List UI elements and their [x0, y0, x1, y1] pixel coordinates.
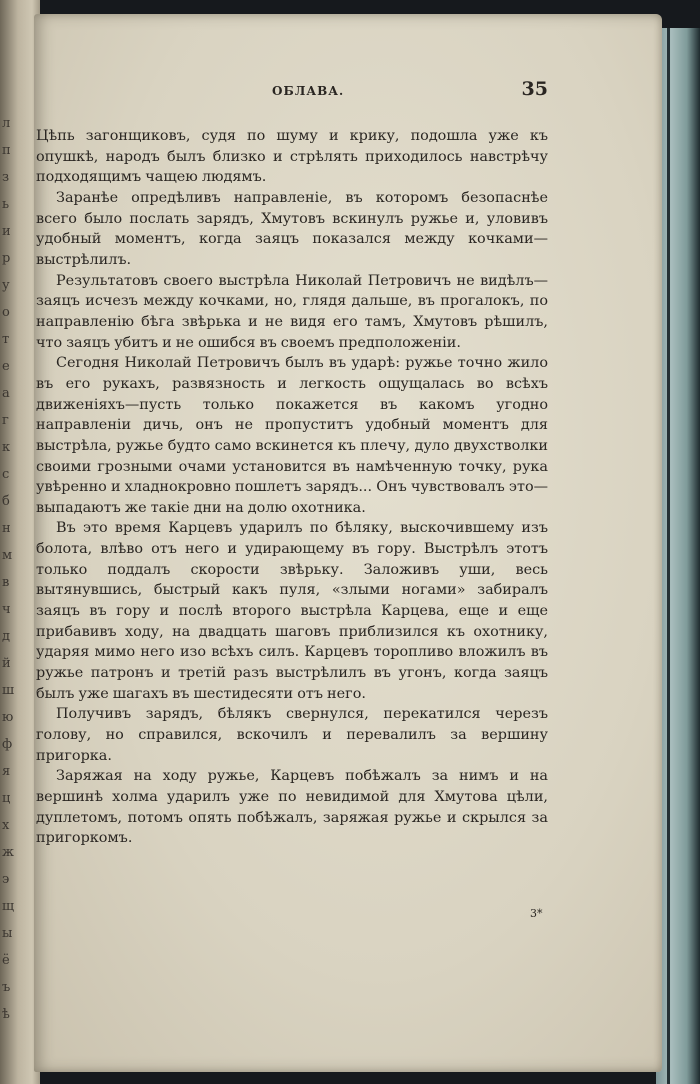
paragraph: Заряжая на ходу ружье, Карцевъ побѣжалъ за нимъ и на вершинѣ холма ударилъ уже по невидимой для Хмутова цѣли, дуплетомъ, потомъ опять побѣжалъ, заряжая ружье и скрылся за пригоркомъ. — [36, 768, 548, 847]
paragraph: Въ это время Карцевъ ударилъ по бѣляку, выскочившему изъ болота, влѣво отъ него и удирающему въ гору. Выстрѣлъ этотъ только поддалъ скорости звѣрьку. Заложивъ уши, весь вытянувшись, быстрый какъ пуля, «злыми ногами» забиралъ заяцъ въ гору и послѣ второго выстрѣла Карцева, еще и еще прибавивъ ходу, на двадцать шаговъ приблизился къ охотнику, ударяя мимо него изо всѣхъ силъ. Карцевъ торопливо вложилъ въ ружье патронъ и третій разъ выстрѣлилъ въ угонъ, когда заяцъ былъ уже шагахъ въ шестидесяти отъ него. — [36, 520, 548, 702]
paragraph: Заранѣе опредѣливъ направленіе, въ которомъ безопаснѣе всего было послать зарядъ, Хмутовъ вскинулъ ружье и, уловивъ удобный моментъ, когда заяцъ показался между кочками—выстрѣлилъ. — [36, 189, 548, 268]
left-page-fragment: а — [2, 386, 10, 401]
left-page-fragment: с — [2, 467, 9, 482]
signature-mark: 3* — [530, 907, 543, 920]
left-page-fragment: д — [2, 629, 10, 644]
left-page-fragment: щ — [2, 899, 14, 914]
left-page-fragment: й — [2, 656, 11, 671]
left-page-fragment: з — [2, 170, 9, 185]
paragraph: Цѣпь загонщиковъ, судя по шуму и крику, подошла уже къ опушкѣ, народъ былъ близко и стрѣлять приходилось навстрѣчу подходящимъ чащею людямъ. — [36, 128, 548, 186]
page-header — [36, 78, 548, 108]
left-page-fragment: ё — [2, 953, 10, 968]
left-page-fragment: о — [2, 305, 10, 320]
left-page-fragment: ы — [2, 926, 12, 941]
left-page-fragment: м — [2, 548, 12, 563]
book-cover-edge — [656, 28, 700, 1084]
left-page-fragment: б — [2, 494, 10, 509]
left-page-fragment: л — [2, 116, 10, 131]
left-page-fragment: х — [2, 818, 9, 833]
left-page-fragment: и — [2, 224, 11, 239]
left-page-fragment: ш — [2, 683, 14, 698]
paragraph: Сегодня Николай Петровичъ былъ въ ударѣ: ружье точно жило въ его рукахъ, развязность и легкость ощущалась во всѣхъ движеніяхъ—пусть только покажется въ какомъ угодно направленіи дичь, онъ не пропуститъ удобный моментъ для выстрѣла, ружье будто само вскинется къ плечу, дуло двухстволки своими грозными очами установится въ намѣченную точку, рука увѣренно и хладнокровно пошлетъ зарядъ... Онъ чувствовалъ это—выпадаютъ же такіе дни на долю охотника. — [36, 355, 548, 516]
page-body-text — [36, 126, 548, 849]
left-page-fragment: к — [2, 440, 10, 455]
page-number: 35 — [521, 78, 548, 100]
cover-spine-line — [667, 28, 670, 1084]
left-page-fragment: н — [2, 521, 11, 536]
left-page-fragment: р — [2, 251, 10, 266]
left-page-fragment: т — [2, 332, 9, 347]
left-page-fragment: ъ — [2, 980, 10, 995]
paragraph: Результатовъ своего выстрѣла Николай Петровичъ не видѣлъ—заяцъ исчезъ между кочками, но, глядя дальше, въ прогалокъ, по направленію бѣга звѣрька и не видя его тамъ, Хмутовъ рѣшилъ, что заяцъ убитъ и не ошибся въ своемъ предположеніи. — [36, 272, 548, 351]
left-page-fragment: п — [2, 143, 11, 158]
left-page-fragment: ж — [2, 845, 14, 860]
left-page-fragment: ѣ — [2, 1007, 10, 1022]
left-page-fragment: ф — [2, 737, 12, 752]
left-page-fragment: в — [2, 575, 9, 590]
left-page-fragment: ц — [2, 791, 10, 806]
left-page-text-fragments — [2, 110, 36, 1028]
left-page-fragment: ю — [2, 710, 13, 725]
left-page-fragment: ь — [2, 197, 9, 212]
left-page-fragment: г — [2, 413, 9, 428]
paragraph: Получивъ зарядъ, бѣлякъ свернулся, перекатился черезъ голову, но справился, вскочилъ и перевалилъ за вершину пригорка. — [36, 706, 548, 764]
left-page-fragment: э — [2, 872, 9, 887]
left-page-fragment: я — [2, 764, 10, 779]
running-title: ОБЛАВА. — [272, 84, 345, 98]
left-page-fragment: е — [2, 359, 10, 374]
left-page-fragment: у — [2, 278, 10, 293]
left-page-fragment: ч — [2, 602, 11, 617]
